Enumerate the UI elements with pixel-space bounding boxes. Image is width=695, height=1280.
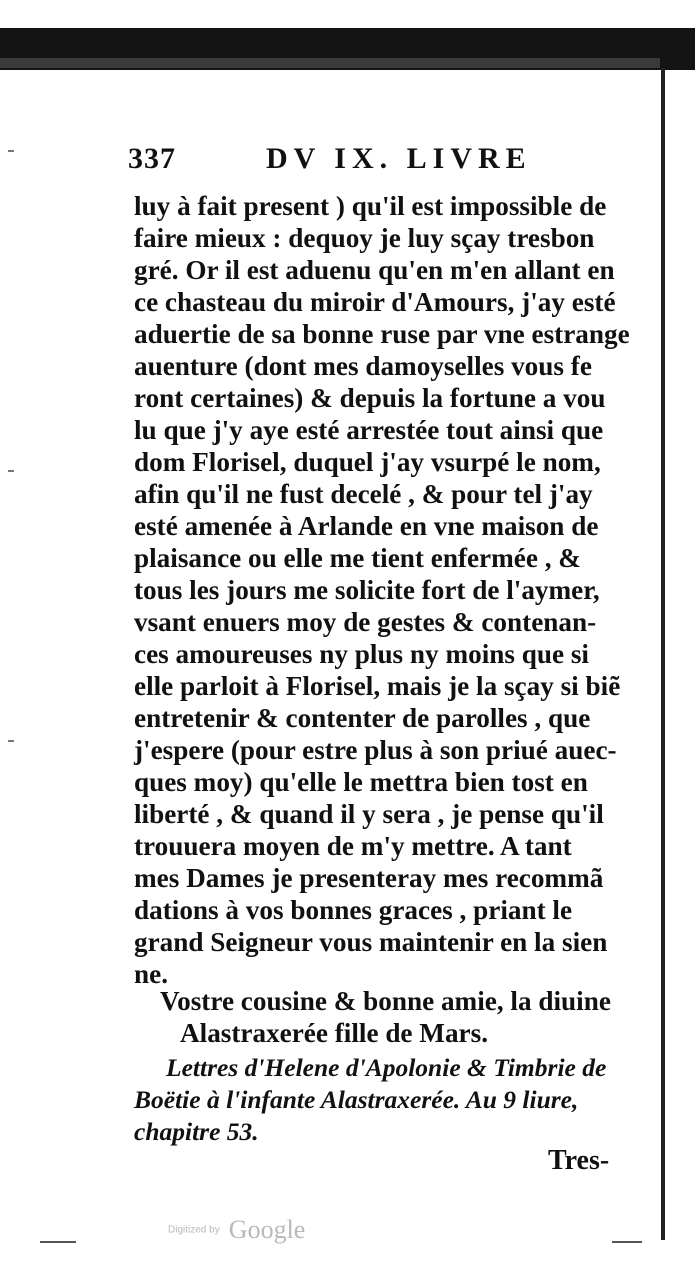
- text-line: trouuera moyen de m'y mettre. A tant: [134, 831, 572, 861]
- text-line: entretenir & contenter de parolles , que: [134, 703, 591, 733]
- text-line: ront certaines) & depuis la fortune a vou: [134, 383, 606, 413]
- body-text: [134, 190, 630, 990]
- scan-speck: [8, 150, 14, 152]
- text-line: tous les jours me solicite fort de l'aymer,: [134, 575, 600, 605]
- text-line: j'espere (pour estre plus à son priué auec-: [134, 735, 617, 765]
- section-heading-line: chapitre 53.: [134, 1117, 259, 1146]
- scan-speck: [8, 470, 14, 472]
- text-line: ques moy) qu'elle le mettra bien tost en: [134, 767, 588, 797]
- signature-line-1: Vostre cousine & bonne amie, la diuine: [160, 986, 611, 1016]
- text-line: ce chasteau du miroir d'Amours, j'ay esté: [134, 287, 616, 317]
- text-line: plaisance ou elle me tient enfermée , &: [134, 543, 581, 573]
- page-number: 337: [128, 142, 176, 175]
- scan-right-edge: [661, 68, 665, 1240]
- text-line: gré. Or il est aduenu qu'en m'en allant en: [134, 255, 615, 285]
- signature-line-2: Alastraxerée fille de Mars.: [180, 1018, 488, 1048]
- text-line: auenture (dont mes damoyselles vous fe: [134, 351, 592, 381]
- text-line: faire mieux : dequoy je luy sçay tresbon: [134, 223, 595, 253]
- scan-mark: [612, 1241, 642, 1243]
- text-line: afin qu'il ne fust decelé , & pour tel j'ay: [134, 479, 593, 509]
- text-line: luy à fait present ) qu'il est impossible de: [134, 191, 607, 221]
- scan-speck: [8, 740, 14, 742]
- text-line: mes Dames je presenteray mes recommã: [134, 863, 604, 893]
- scan-mark: [40, 1241, 76, 1243]
- section-heading-line: Boëtie à l'infante Alastraxerée. Au 9 liure,: [134, 1085, 579, 1114]
- text-line: esté amenée à Arlande en vne maison de: [134, 511, 599, 541]
- scan-top-edge-shadow: [0, 58, 660, 68]
- watermark-small-text: Digitized by: [168, 1224, 220, 1236]
- text-line: lu que j'y aye esté arrestée tout ainsi que: [134, 415, 604, 445]
- catchword: Tres-: [548, 1145, 610, 1176]
- watermark-logo-text: Google: [228, 1215, 306, 1244]
- running-head: DV IX. LIVRE: [266, 142, 532, 175]
- digitization-watermark: [168, 1215, 305, 1245]
- text-line: liberté , & quand il y sera , je pense qu'il: [134, 799, 604, 829]
- text-line: aduertie de sa bonne ruse par vne estrange: [134, 319, 630, 349]
- text-line: elle parloit à Florisel, mais je la sçay si biẽ: [134, 671, 621, 701]
- text-line: vsant enuers moy de gestes & contenan-: [134, 607, 597, 637]
- text-line: ne.: [134, 959, 168, 989]
- text-line: ces amoureuses ny plus ny moins que si: [134, 639, 589, 669]
- section-heading-line: Lettres d'Helene d'Apolonie & Timbrie de: [166, 1053, 607, 1082]
- page-header: [128, 142, 628, 176]
- text-line: grand Seigneur vous maintenir en la sien: [134, 927, 608, 957]
- section-heading: [134, 1052, 634, 1148]
- text-line: dations à vos bonnes graces , priant le: [134, 895, 573, 925]
- text-line: dom Florisel, duquel j'ay vsurpé le nom,: [134, 447, 601, 477]
